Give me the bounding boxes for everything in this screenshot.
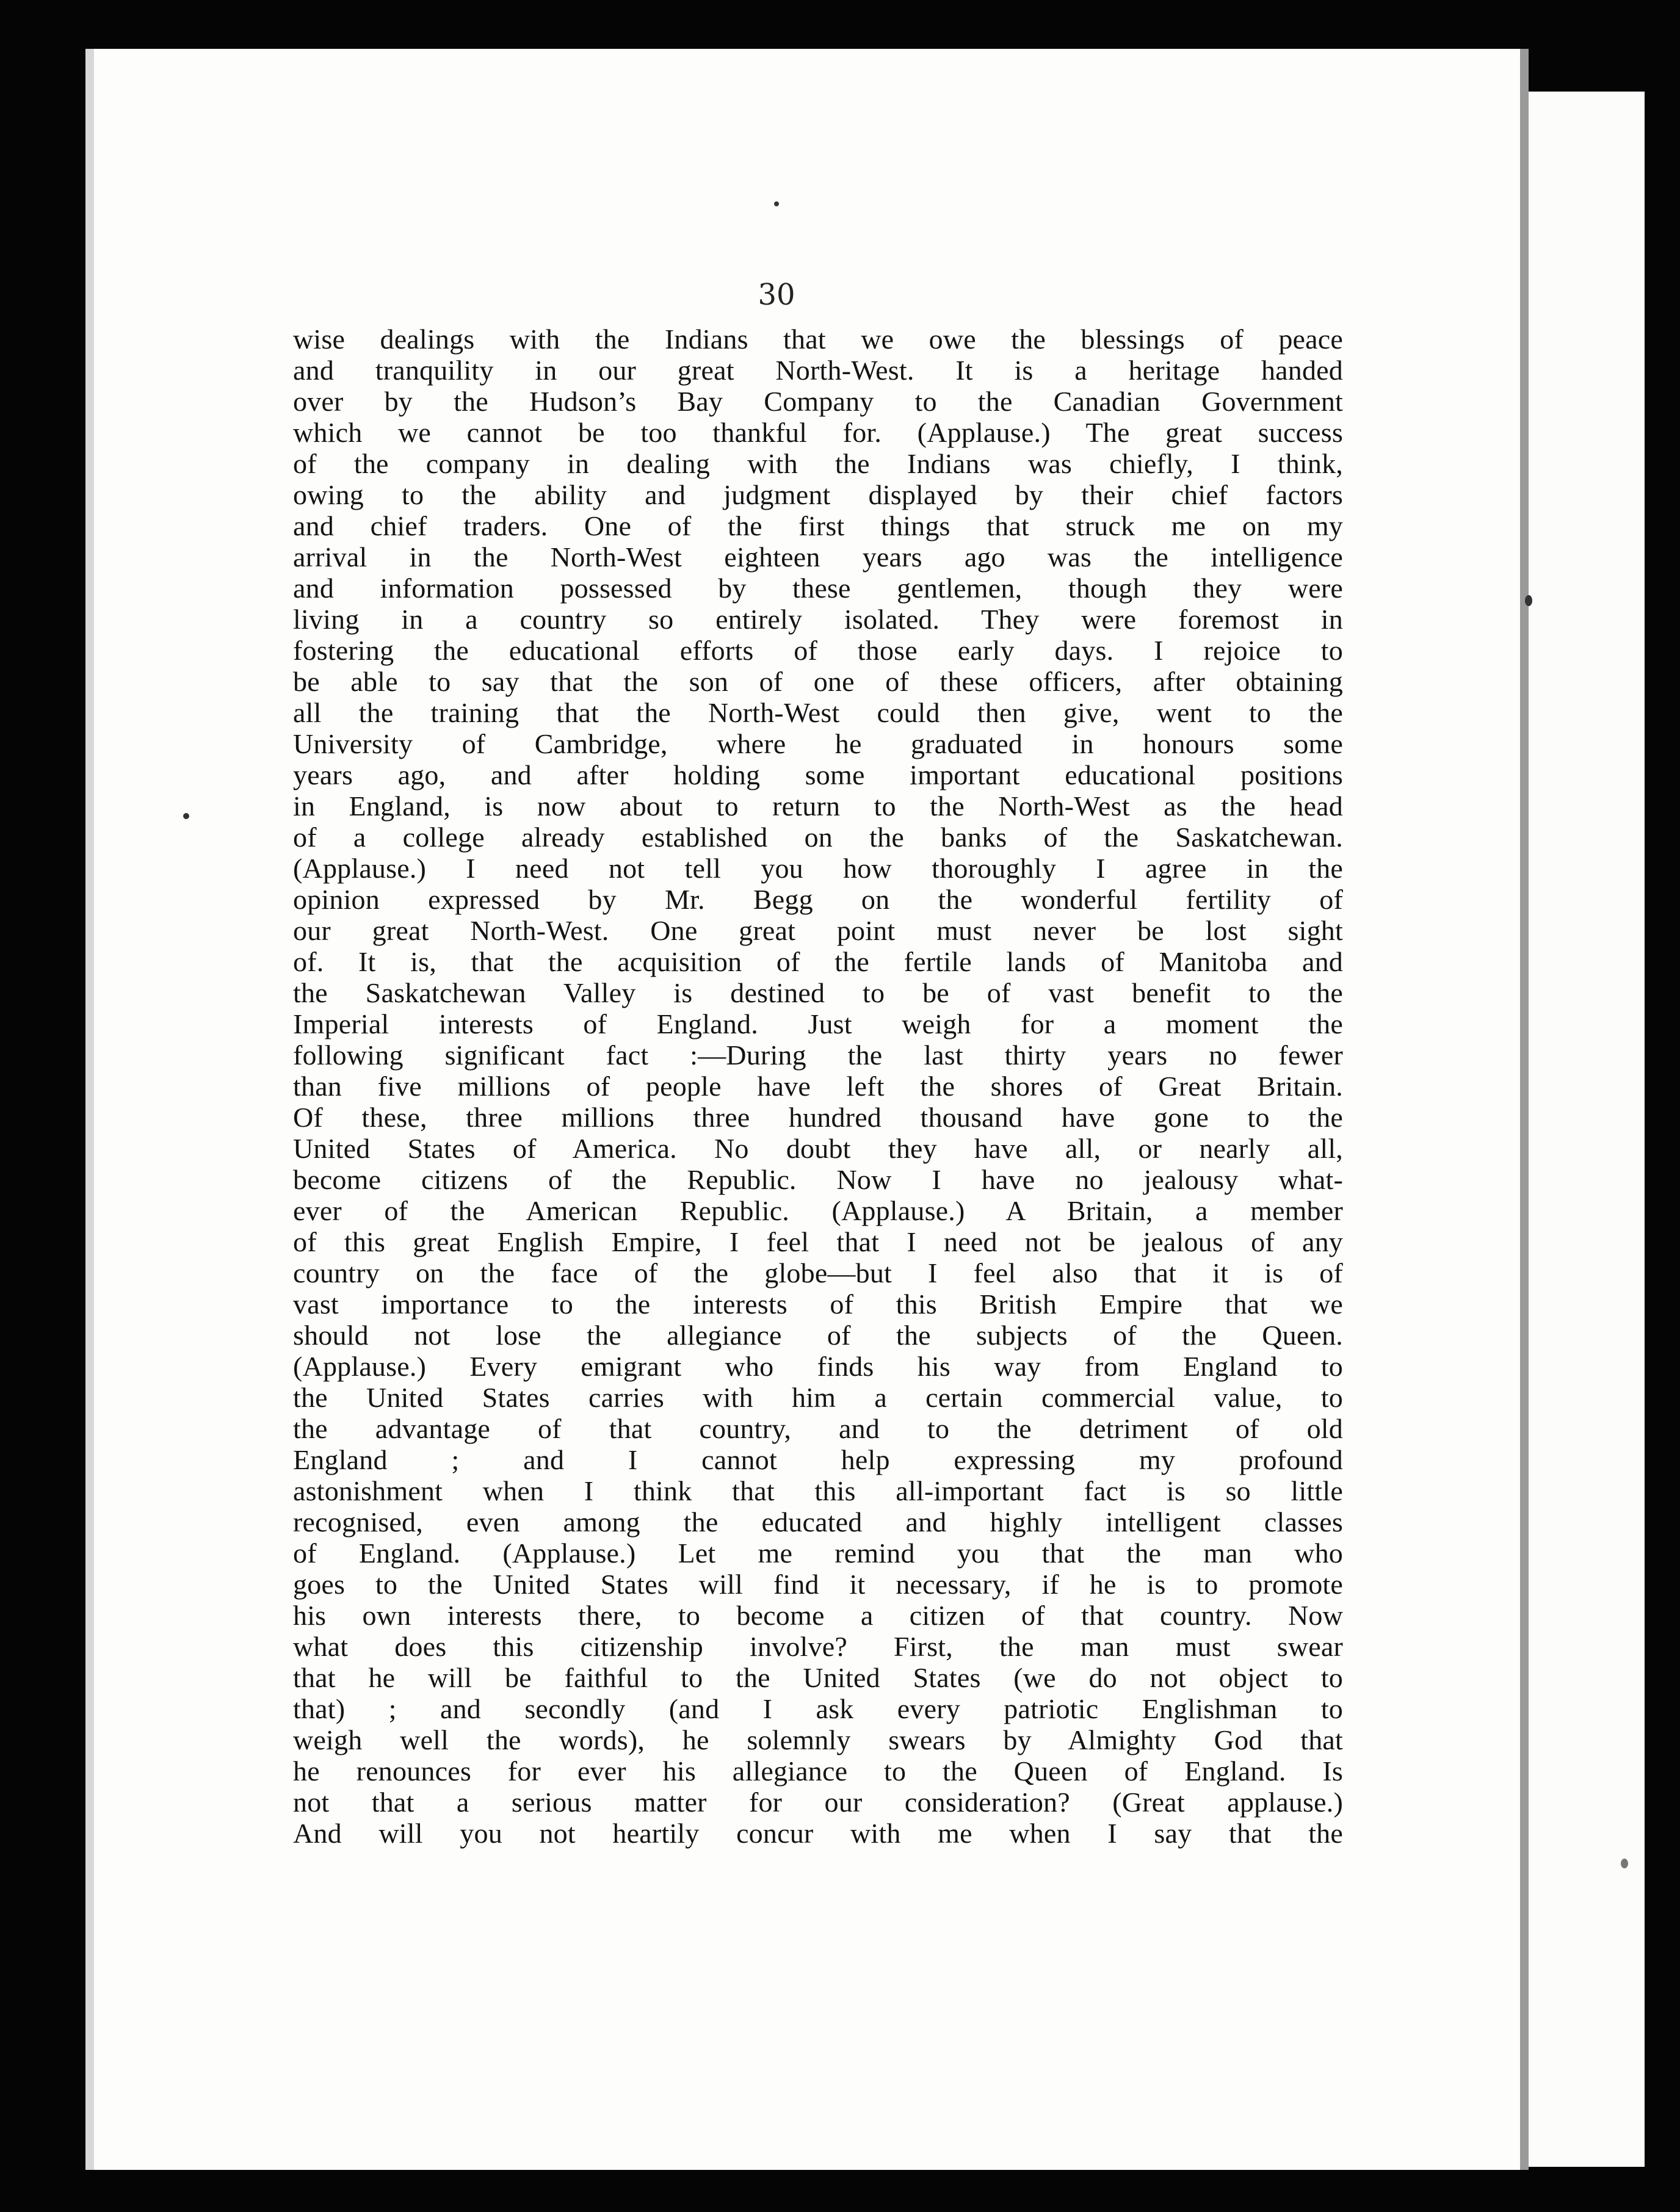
text-line: should not lose the allegiance of the subjects of the Queen. xyxy=(293,1320,1343,1351)
text-line: years ago, and after holding some important educational positions xyxy=(293,759,1343,790)
text-line: (Applause.) I need not tell you how thoroughly I agree in the xyxy=(293,853,1343,884)
text-line: recognised, even among the educated and highly intelligent classes xyxy=(293,1506,1343,1538)
text-line: in England, is now about to return to the North-West as the head xyxy=(293,790,1343,822)
text-line: Imperial interests of England. Just weigh for a moment the xyxy=(293,1008,1343,1039)
text-line: goes to the United States will find it necessary, if he is to promote xyxy=(293,1569,1343,1600)
text-line: of the company in dealing with the Indians was chiefly, I think, xyxy=(293,448,1343,479)
text-line: England ; and I cannot help expressing my profound xyxy=(293,1444,1343,1475)
ink-speck xyxy=(183,813,189,819)
text-line: And will you not heartily concur with me when I say that the xyxy=(293,1818,1343,1849)
text-line: University of Cambridge, where he graduated in honours some xyxy=(293,728,1343,759)
text-line: our great North-West. One great point must never be lost sight xyxy=(293,915,1343,946)
text-line: vast importance to the interests of this British Empire that we xyxy=(293,1289,1343,1320)
text-line: fostering the educational efforts of those early days. I rejoice to xyxy=(293,635,1343,666)
text-line: all the training that the North-West could then give, went to the xyxy=(293,697,1343,728)
text-line: of a college already established on the banks of the Saskatchewan. xyxy=(293,822,1343,853)
page-number: 30 xyxy=(758,278,795,312)
text-line: living in a country so entirely isolated. They were foremost in xyxy=(293,604,1343,635)
text-line: ever of the American Republic. (Applause.) A Britain, a member xyxy=(293,1195,1343,1226)
page-gutter-edge xyxy=(1520,49,1529,2170)
text-line: Of these, three millions three hundred thousand have gone to the xyxy=(293,1102,1343,1133)
text-line: than five millions of people have left the shores of Great Britain. xyxy=(293,1071,1343,1102)
text-line: not that a serious matter for our consideration? (Great applause.) xyxy=(293,1787,1343,1818)
text-line: United States of America. No doubt they have all, or nearly all, xyxy=(293,1133,1343,1164)
text-line: over by the Hudson’s Bay Company to the Canadian Government xyxy=(293,386,1343,417)
body-text xyxy=(293,323,1343,1849)
text-line: arrival in the North-West eighteen years ago was the intelligence xyxy=(293,541,1343,573)
text-line: which we cannot be too thankful for. (Applause.) The great success xyxy=(293,417,1343,448)
text-line: and chief traders. One of the first things that struck me on my xyxy=(293,510,1343,541)
text-line: the United States carries with him a certain commercial value, to xyxy=(293,1382,1343,1413)
text-line: of. It is, that the acquisition of the fertile lands of Manitoba and xyxy=(293,946,1343,977)
facing-page-edge xyxy=(1529,92,1645,2167)
text-line: weigh well the words), he solemnly swears by Almighty God that xyxy=(293,1724,1343,1755)
text-line: what does this citizenship involve? First, the man must swear xyxy=(293,1631,1343,1662)
text-line: astonishment when I think that this all-important fact is so little xyxy=(293,1475,1343,1506)
text-line: the Saskatchewan Valley is destined to be of vast benefit to the xyxy=(293,977,1343,1008)
text-line: become citizens of the Republic. Now I have no jealousy what- xyxy=(293,1164,1343,1195)
text-line: he renounces for ever his allegiance to the Queen of England. Is xyxy=(293,1755,1343,1787)
ink-speck xyxy=(1621,1859,1628,1868)
text-line: wise dealings with the Indians that we owe the blessings of peace xyxy=(293,323,1343,355)
text-line: of this great English Empire, I feel that I need not be jealous of any xyxy=(293,1226,1343,1257)
text-line: following significant fact :—During the last thirty years no fewer xyxy=(293,1039,1343,1071)
text-line: of England. (Applause.) Let me remind you that the man who xyxy=(293,1538,1343,1569)
text-line: opinion expressed by Mr. Begg on the wonderful fertility of xyxy=(293,884,1343,915)
text-line: that he will be faithful to the United States (we do not object to xyxy=(293,1662,1343,1693)
text-line: (Applause.) Every emigrant who finds his way from England to xyxy=(293,1351,1343,1382)
text-line: owing to the ability and judgment displayed by their chief factors xyxy=(293,479,1343,510)
text-line: country on the face of the globe—but I feel also that it is of xyxy=(293,1257,1343,1289)
text-line: and tranquility in our great North-West. It is a heritage handed xyxy=(293,355,1343,386)
text-line: and information possessed by these gentlemen, though they were xyxy=(293,573,1343,604)
text-line: the advantage of that country, and to the detriment of old xyxy=(293,1413,1343,1444)
text-line: that) ; and secondly (and I ask every patriotic Englishman to xyxy=(293,1693,1343,1724)
text-line: be able to say that the son of one of these officers, after obtaining xyxy=(293,666,1343,697)
ink-speck xyxy=(1525,595,1532,606)
ink-speck xyxy=(774,201,779,206)
text-line: his own interests there, to become a citizen of that country. Now xyxy=(293,1600,1343,1631)
